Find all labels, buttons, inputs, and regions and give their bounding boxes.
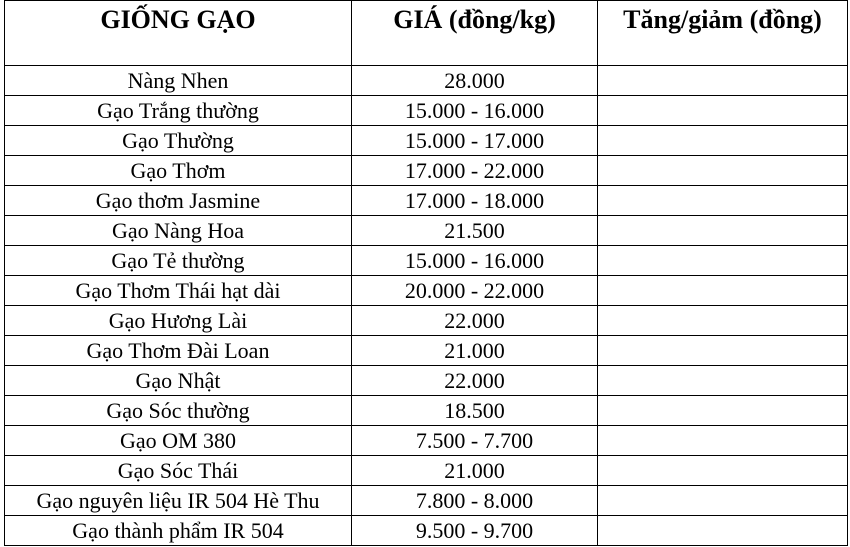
change-cell <box>598 366 848 396</box>
change-cell <box>598 426 848 456</box>
rice-variety-cell: Gạo Sóc thường <box>5 396 352 426</box>
rice-variety-cell: Gạo thành phẩm IR 504 <box>5 516 352 546</box>
rice-variety-cell: Nàng Nhen <box>5 66 352 96</box>
table-body <box>5 66 848 546</box>
change-cell <box>598 306 848 336</box>
change-cell <box>598 126 848 156</box>
rice-variety-cell: Gạo nguyên liệu IR 504 Hè Thu <box>5 486 352 516</box>
change-cell <box>598 216 848 246</box>
price-cell: 9.500 - 9.700 <box>352 516 598 546</box>
table-row <box>5 276 848 306</box>
price-cell: 21.500 <box>352 216 598 246</box>
change-cell <box>598 186 848 216</box>
price-cell: 28.000 <box>352 66 598 96</box>
price-cell: 18.500 <box>352 396 598 426</box>
change-cell <box>598 336 848 366</box>
price-cell: 7.800 - 8.000 <box>352 486 598 516</box>
price-cell: 20.000 - 22.000 <box>352 276 598 306</box>
rice-variety-cell: Gạo Nhật <box>5 366 352 396</box>
table-row <box>5 156 848 186</box>
rice-variety-cell: Gạo thơm Jasmine <box>5 186 352 216</box>
table-row <box>5 426 848 456</box>
change-cell <box>598 66 848 96</box>
rice-variety-cell: Gạo Thơm <box>5 156 352 186</box>
table-row <box>5 306 848 336</box>
rice-variety-cell: Gạo Sóc Thái <box>5 456 352 486</box>
price-cell: 21.000 <box>352 336 598 366</box>
rice-variety-cell: Gạo Trắng thường <box>5 96 352 126</box>
change-cell <box>598 456 848 486</box>
rice-variety-cell: Gạo Nàng Hoa <box>5 216 352 246</box>
table-row <box>5 336 848 366</box>
table-header <box>5 1 848 66</box>
header-rice-variety: GIỐNG GẠO <box>5 1 352 66</box>
table-row <box>5 126 848 156</box>
price-cell: 7.500 - 7.700 <box>352 426 598 456</box>
change-cell <box>598 516 848 546</box>
rice-variety-cell: Gạo Hương Lài <box>5 306 352 336</box>
header-change: Tăng/giảm (đồng) <box>598 1 848 66</box>
change-cell <box>598 486 848 516</box>
table-row <box>5 66 848 96</box>
table-row <box>5 456 848 486</box>
change-cell <box>598 156 848 186</box>
table-row <box>5 216 848 246</box>
price-cell: 15.000 - 16.000 <box>352 246 598 276</box>
table-row <box>5 516 848 546</box>
table-row <box>5 486 848 516</box>
price-cell: 17.000 - 18.000 <box>352 186 598 216</box>
change-cell <box>598 276 848 306</box>
change-cell <box>598 396 848 426</box>
rice-variety-cell: Gạo Tẻ thường <box>5 246 352 276</box>
price-cell: 22.000 <box>352 366 598 396</box>
price-cell: 21.000 <box>352 456 598 486</box>
rice-variety-cell: Gạo Thơm Đài Loan <box>5 336 352 366</box>
price-cell: 17.000 - 22.000 <box>352 156 598 186</box>
rice-variety-cell: Gạo Thường <box>5 126 352 156</box>
price-cell: 22.000 <box>352 306 598 336</box>
table-row <box>5 366 848 396</box>
price-cell: 15.000 - 16.000 <box>352 96 598 126</box>
header-row <box>5 1 848 66</box>
rice-variety-cell: Gạo Thơm Thái hạt dài <box>5 276 352 306</box>
table-row <box>5 246 848 276</box>
table-row <box>5 396 848 426</box>
price-cell: 15.000 - 17.000 <box>352 126 598 156</box>
rice-price-table <box>4 0 848 546</box>
rice-variety-cell: Gạo OM 380 <box>5 426 352 456</box>
header-price: GIÁ (đồng/kg) <box>352 1 598 66</box>
change-cell <box>598 96 848 126</box>
change-cell <box>598 246 848 276</box>
table-row <box>5 186 848 216</box>
table-row <box>5 96 848 126</box>
